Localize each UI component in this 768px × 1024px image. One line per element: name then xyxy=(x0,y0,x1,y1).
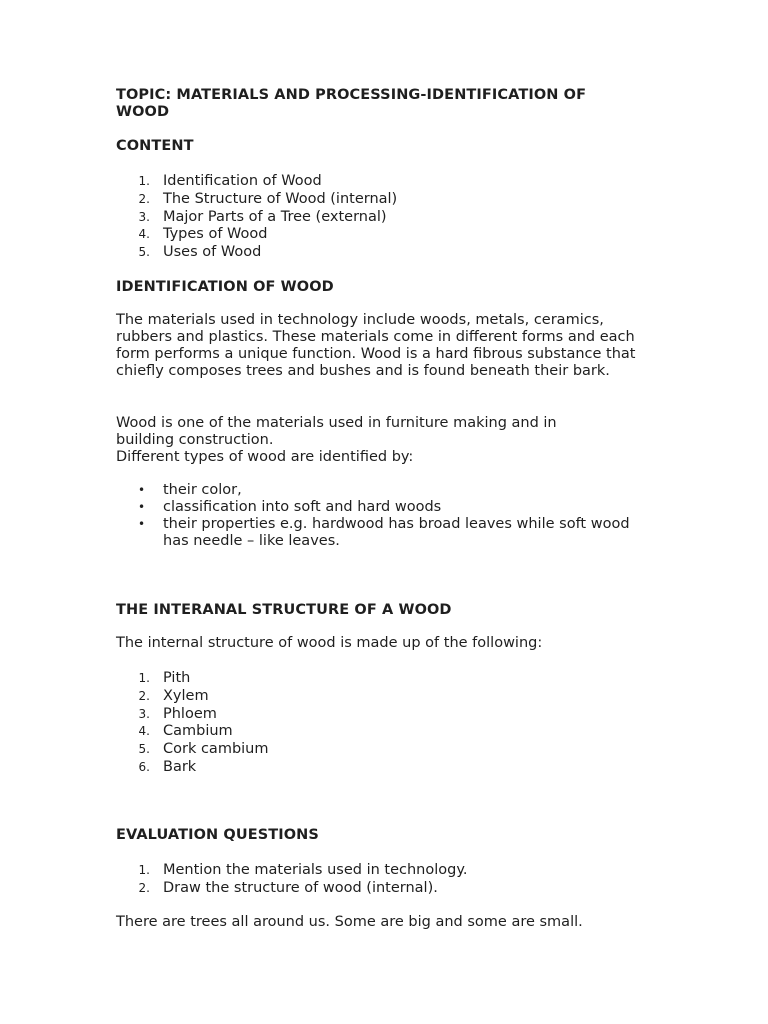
list-item: 3. Major Parts of a Tree (external) xyxy=(138,208,387,225)
evaluation-list xyxy=(116,862,646,898)
topic-heading: TOPIC: MATERIALS AND PROCESSING-IDENTIFICATION OF WOOD xyxy=(116,87,587,120)
structure-intro: The internal structure of wood is made up of the following: xyxy=(116,635,543,651)
content-heading: CONTENT xyxy=(116,138,194,154)
identification-paragraph: The materials used in technology include woods, metals, ceramics, rubbers and plastics. These materials come in different forms and each form performs a unique function. Wood is a hard fibrous substance that chiefly composes trees and bushes and is found beneath their bark. xyxy=(116,312,636,379)
list-item: 1. Mention the materials used in technology. xyxy=(138,862,468,878)
structure-heading: THE INTERANAL STRUCTURE OF A WOOD xyxy=(116,602,452,618)
bullet-icon: • xyxy=(138,483,146,497)
list-item: 2. Xylem xyxy=(138,687,209,704)
list-item: • their color, xyxy=(138,482,242,498)
list-item: • classification into soft and hard woods xyxy=(138,499,442,515)
list-item: 4. Cambium xyxy=(138,723,233,740)
content-list xyxy=(116,173,646,262)
bullet-icon: • xyxy=(138,517,146,531)
bullet-icon: • xyxy=(138,500,146,514)
list-item: 5. Cork cambium xyxy=(138,741,269,758)
structure-list xyxy=(116,670,646,777)
list-item: 4. Types of Wood xyxy=(138,226,268,243)
identification-bullets xyxy=(116,482,636,550)
list-item: 3. Phloem xyxy=(138,705,217,722)
list-item: • their properties e.g. hardwood has broad leaves while soft wood has needle – like leaves. xyxy=(138,516,630,549)
identification-heading: IDENTIFICATION OF WOOD xyxy=(116,279,334,295)
list-item: 6. Bark xyxy=(138,758,197,775)
list-item: 5. Uses of Wood xyxy=(138,244,262,261)
evaluation-heading: EVALUATION QUESTIONS xyxy=(116,827,319,843)
identification-paragraph-2: Wood is one of the materials used in furniture making and in building construction. xyxy=(116,415,557,448)
list-item: 1. Identification of Wood xyxy=(138,173,322,189)
list-item: 1. Pith xyxy=(138,670,191,686)
identification-paragraph-3: Different types of wood are identified by: xyxy=(116,449,414,465)
closing-paragraph: There are trees all around us. Some are big and some are small. xyxy=(116,914,583,930)
list-item: 2. Draw the structure of wood (internal). xyxy=(138,879,438,896)
list-item: 2. The Structure of Wood (internal) xyxy=(138,190,398,207)
